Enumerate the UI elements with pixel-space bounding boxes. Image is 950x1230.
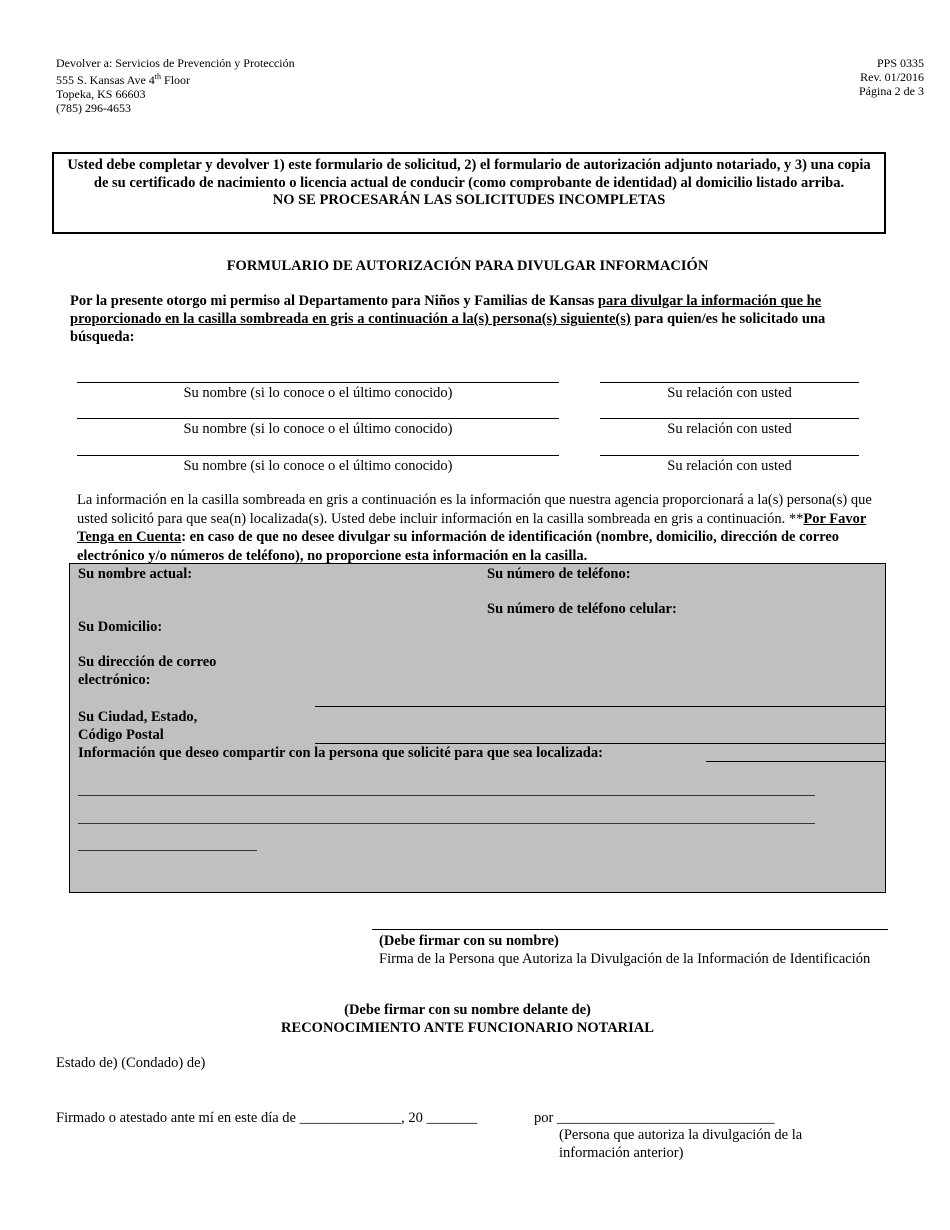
address-label: Su Domicilio: [78, 619, 163, 635]
current-name-label: Su nombre actual: [78, 566, 193, 582]
recipient-name-line-2[interactable]: Su nombre (si lo conoce o el último conocido) [77, 418, 559, 438]
must-sign-label: (Debe firmar con su nombre) [379, 933, 559, 949]
phone-label: Su número de teléfono: [487, 566, 631, 582]
year-blank[interactable]: _______ [426, 1110, 478, 1126]
recipient-relation-line-3[interactable]: Su relación con usted [600, 455, 859, 475]
day-blank[interactable]: ______________ [299, 1110, 402, 1126]
notice-instructions: Usted debe completar y devolver 1) este formulario de solicitud, 2) el formulario de autorización adjunto notariado, y 3) una copia de su certificado de nacimiento o licencia actual de conducir (como comprobante de identidad) al domicilio listado arriba. [67, 157, 871, 191]
page-number: Página 2 de 3 [859, 84, 924, 98]
city-state-zip-label: Su Ciudad, Estado, Código Postal [78, 709, 198, 743]
by-line: por ______________________________ [534, 1110, 775, 1126]
notary-title: RECONOCIMIENTO ANTE FUNCIONARIO NOTARIAL [281, 1020, 654, 1036]
recipient-name-line-1[interactable]: Su nombre (si lo conoce o el último conocido) [77, 382, 559, 402]
instructions-notice [52, 152, 886, 234]
authorization-statement: Por la presente otorgo mi permiso al Departamento para Niños y Familias de Kansas para divulgar la información que he proporcionado en la casilla sombreada en gris a continuación a la(s) persona(s) siguiente(s) para quien/es he solicitado una búsqueda: [70, 293, 826, 345]
form-info [859, 56, 924, 98]
notice-warning: NO SE PROCESARÁN LAS SOLICITUDES INCOMPLETAS [272, 192, 666, 208]
share-info-line-1[interactable] [78, 795, 815, 796]
revision: Rev. 01/2016 [860, 70, 924, 84]
email-label: Su dirección de correo electrónico: [78, 654, 217, 688]
recipient-relation-line-1[interactable]: Su relación con usted [600, 382, 859, 402]
street-address: 555 S. Kansas Ave 4th Floor [56, 72, 191, 87]
person-caption: (Persona que autoriza la divulgación de la información anterior) [559, 1127, 803, 1161]
notary-attestation-line: Firmado o atestado ante mí en este día de ______________, 20 _______ [56, 1110, 478, 1126]
return-address [56, 56, 295, 115]
city-state-zip: Topeka, KS 66603 [56, 87, 146, 101]
state-county-label: Estado de) (Condado) de) [56, 1055, 206, 1071]
shared-information-box [69, 563, 886, 893]
share-info-label: Información que deseo compartir con la persona que solicité para que sea localizada: [78, 745, 603, 761]
email-input-line[interactable] [315, 706, 886, 707]
return-to: Devolver a: Servicios de Prevención y Protección [56, 56, 295, 70]
recipient-name-line-3[interactable]: Su nombre (si lo conoce o el último conocido) [77, 455, 559, 475]
share-info-line-2[interactable] [78, 823, 815, 824]
cell-phone-label: Su número de teléfono celular: [487, 601, 677, 617]
form-number: PPS 0335 [876, 56, 924, 70]
recipient-relation-line-2[interactable]: Su relación con usted [600, 418, 859, 438]
share-info-line-0[interactable] [706, 761, 886, 762]
form-title: FORMULARIO DE AUTORIZACIÓN PARA DIVULGAR INFORMACIÓN [226, 258, 709, 274]
signature-caption: Firma de la Persona que Autoriza la Divulgación de la Información de Identificación [379, 951, 871, 967]
notary-instruction: (Debe firmar con su nombre delante de) [344, 1002, 591, 1018]
by-blank[interactable]: ______________________________ [556, 1110, 775, 1126]
disclosure-info-paragraph: La información en la casilla sombreada en gris a continuación es la información que nuestra agencia proporcionará a la(s) persona(s) que usted solicitó para que sea(n) localizada(s). Usted debe incluir información en la casilla sombreada en gris a continuación. **Por Favor Tenga en Cuenta: en caso de que no desee divulgar su información de identificación (nombre, domicilio, dirección de correo electrónico y/o números de teléfono), no proporcione esta información en la casilla. [77, 492, 872, 564]
signature-line[interactable] [372, 929, 888, 968]
share-info-line-3[interactable] [78, 850, 257, 851]
phone-number: (785) 296-4653 [56, 101, 131, 115]
